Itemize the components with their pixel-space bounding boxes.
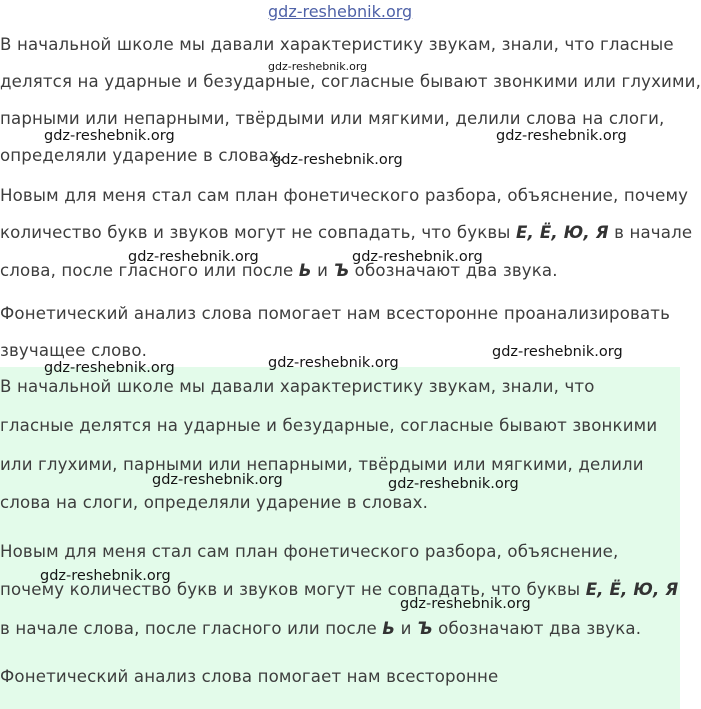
paragraph-line: В начальной школе мы давали характеристику звукам, знали, что гласные	[0, 35, 674, 54]
paragraph-line: парными или непарными, твёрдыми или мягкими, делили слова на слоги,	[0, 109, 665, 128]
text-span: обозначают два звука.	[438, 619, 642, 638]
watermark: gdz-reshebnik.org	[492, 344, 623, 360]
watermark: gdz-reshebnik.org	[268, 60, 368, 73]
text-span: обозначают два звука.	[354, 261, 558, 280]
paragraph-line	[0, 223, 692, 243]
text-span: и	[317, 261, 329, 280]
text-span: количество букв и звуков могут не совпадать, что буквы	[0, 223, 511, 242]
text-span: слова, после гласного или после	[0, 261, 294, 280]
watermark: gdz-reshebnik.org	[268, 355, 399, 371]
paragraph-line: Фонетический анализ слова помогает нам всесторонне	[0, 667, 499, 686]
watermark: gdz-reshebnik.org	[40, 568, 171, 584]
soft-sign-letter: Ь	[298, 261, 312, 280]
paragraph-line: гласные делятся на ударные и безударные, согласные бывают звонкими	[0, 416, 658, 435]
watermark: gdz-reshebnik.org	[272, 152, 403, 168]
hard-sign-letter: Ъ	[333, 261, 350, 280]
watermark: gdz-reshebnik.org	[496, 128, 627, 144]
letters-emphasis: Е, Ё, Ю, Я	[585, 580, 679, 599]
text-span: в начале слова, после гласного или после	[0, 619, 377, 638]
text-span: в начале	[614, 223, 693, 242]
paragraph-line: Новым для меня стал сам план фонетического разбора, объяснение, почему	[0, 186, 689, 205]
watermark: gdz-reshebnik.org	[352, 249, 483, 265]
paragraph-line	[0, 619, 641, 639]
letters-emphasis: Е, Ё, Ю, Я	[516, 223, 609, 242]
paragraph-line: слова на слоги, определяли ударение в словах.	[0, 493, 429, 512]
paragraph-line: В начальной школе мы давали характеристику звукам, знали, что	[0, 377, 595, 396]
paragraph-line: звучащее слово.	[0, 341, 148, 360]
paragraph-line: или глухими, парными или непарными, твёрдыми или мягкими, делили	[0, 455, 644, 474]
watermark: gdz-reshebnik.org	[128, 249, 259, 265]
watermark: gdz-reshebnik.org	[388, 476, 519, 492]
soft-sign-letter: Ь	[382, 619, 396, 638]
paragraph-line: определяли ударение в словах.	[0, 146, 285, 165]
text-span: почему количество букв и звуков могут не совпадать, что буквы	[0, 580, 581, 599]
watermark: gdz-reshebnik.org	[44, 128, 175, 144]
paragraph-line: Фонетический анализ слова помогает нам всесторонне проанализировать	[0, 304, 671, 323]
paragraph-line: Новым для меня стал сам план фонетического разбора, объяснение,	[0, 542, 619, 561]
watermark: gdz-reshebnik.org	[44, 360, 175, 376]
text-span: и	[400, 619, 412, 638]
paragraph-line: делятся на ударные и безударные, согласные бывают звонкими или глухими,	[0, 72, 701, 91]
watermark: gdz-reshebnik.org	[400, 596, 531, 612]
watermark: gdz-reshebnik.org	[152, 472, 283, 488]
hard-sign-letter: Ъ	[416, 619, 433, 638]
watermark: gdz-reshebnik.org	[268, 2, 413, 21]
